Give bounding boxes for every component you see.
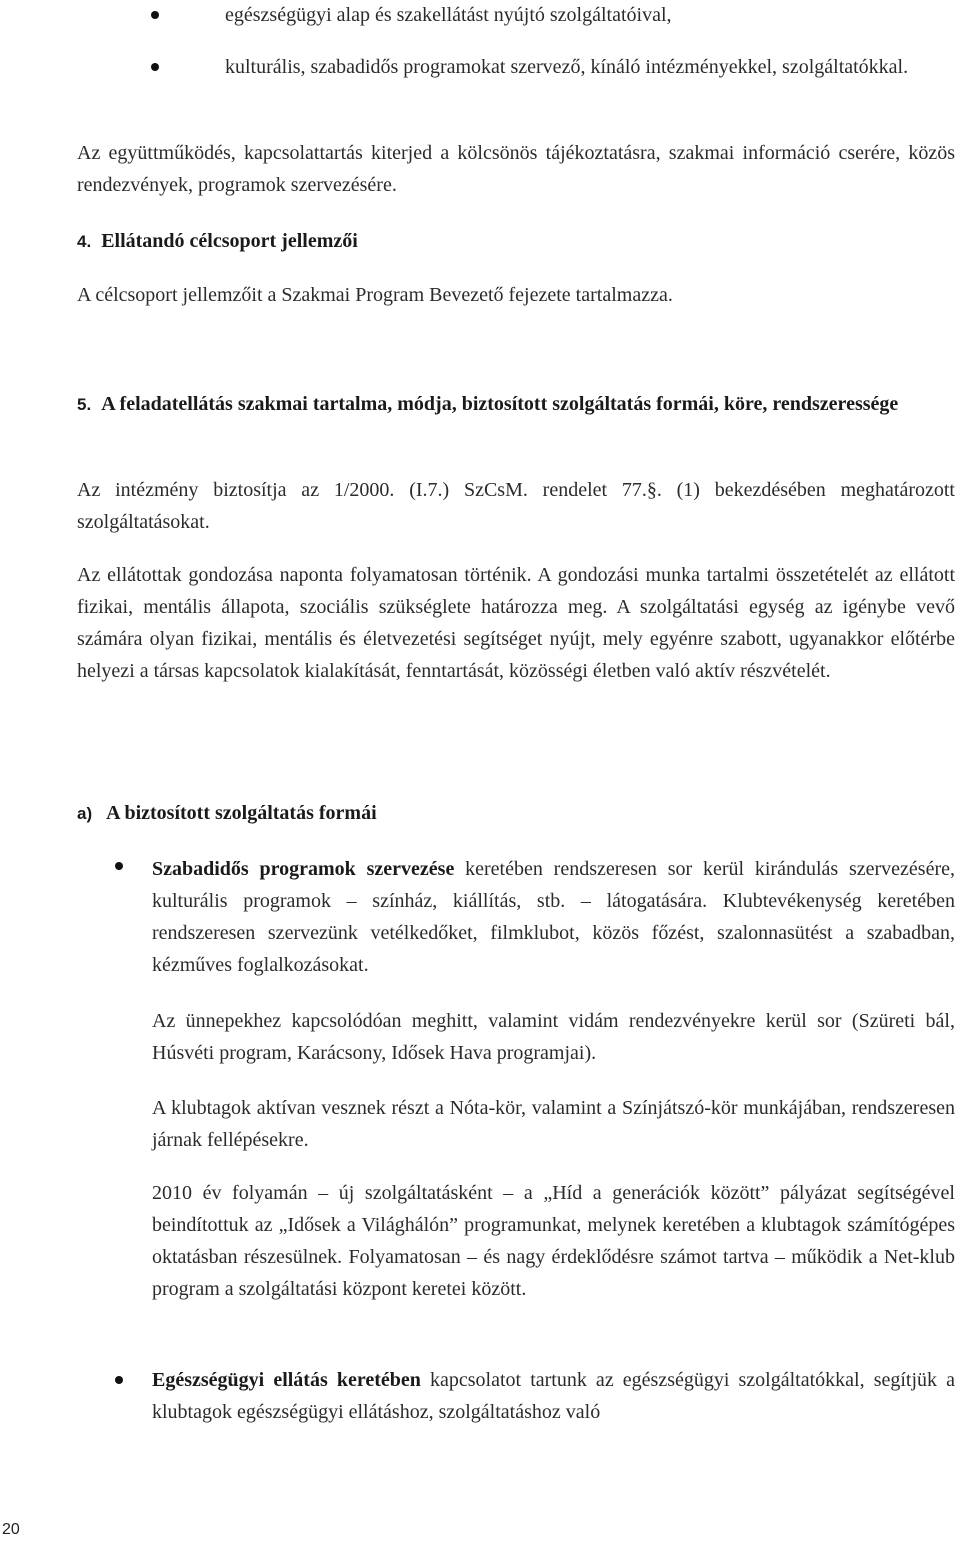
bullet-icon	[115, 1376, 123, 1384]
health-text: kapcsolatot tartunk az egészségügyi szolgáltatókkal, segítjük a klubtagok egészségügyi ellátáshoz, szolgáltatáshoz való	[152, 1369, 955, 1423]
section-4-number: 4.	[77, 232, 92, 251]
section-4-heading	[77, 226, 358, 257]
bullet-icon	[115, 862, 123, 870]
section-5-heading	[77, 388, 955, 421]
subsection-a-title: A biztosított szolgáltatás formái	[106, 802, 377, 824]
section-5-paragraph-1: Az intézmény biztosítja az 1/2000. (I.7.) SzCsM. rendelet 77.§. (1) bekezdésében meghatározott szolgáltatásokat.	[77, 479, 955, 533]
leisure-paragraph	[152, 853, 955, 981]
section-5-title: A feladatellátás szakmai tartalma, módja, biztosított szolgáltatás formái, köre, rendszeressége	[101, 393, 899, 415]
section-4-text: A célcsoport jellemzőit a Szakmai Program Bevezető fejezete tartalmazza.	[77, 284, 673, 306]
leisure-paragraph-2: Az ünnepekhez kapcsolódóan meghitt, valamint vidám rendezvényekre kerül sor (Szüreti bál, Húsvéti program, Karácsony, Idősek Hava programjai).	[152, 1010, 955, 1064]
leisure-paragraph-3: A klubtagok aktívan vesznek részt a Nóta-kör, valamint a Színjátszó-kör munkájában, rendszeresen járnak fellépésekre.	[152, 1097, 955, 1151]
subsection-a-label: a)	[77, 804, 93, 823]
subsection-a-heading	[77, 798, 377, 829]
leisure-paragraph-4: 2010 év folyamán – új szolgáltatásként – a „Híd a generációk között” pályázat segítségével beindítottuk az „Idősek a Világhálón” programunkat, melynek keretében a klubtagok számítógépes oktatásban részesülnek. Folyamatosan – és nagy érdeklődésre számot tartva – működik a Net-klub program a szolgáltatási központ keretei között.	[152, 1182, 955, 1300]
section-5-number: 5.	[77, 395, 92, 414]
list-item: kulturális, szabadidős programokat szervező, kínáló intézményekkel, szolgáltatókkal.	[225, 56, 909, 78]
health-bold-lead: Egészségügyi ellátás keretében	[152, 1369, 421, 1391]
leisure-bold-lead: Szabadidős programok szervezése	[152, 858, 455, 880]
bullet-icon	[151, 63, 159, 71]
page-number: 20	[2, 1521, 20, 1538]
leisure-text: keretében rendszeresen sor kerül kirándulás szervezésére, kulturális programok – színház, kiállítás, stb. – látogatására. Klubtevékenység keretében rendszeresen szervezünk vetélkedőket, filmklubot, közös főzést, szalonnasütést a szabadban, kézműves foglalkozásokat.	[152, 858, 956, 976]
section-5-paragraph-2: Az ellátottak gondozása naponta folyamatosan történik. A gondozási munka tartalmi összetételét az ellátott fizikai, mentális állapota, szociális szükséglete határozza meg. A szolgáltatási egység az igénybe vevő számára olyan fizikai, mentális és életvezetési segítséget nyújt, mely egyénre szabott, ugyanakkor előtérbe helyezi a társas kapcsolatok kialakítását, fenntartását, közösségi életben való aktív részvételét.	[77, 564, 955, 682]
intro-paragraph: Az együttműködés, kapcsolattartás kiterjed a kölcsönös tájékoztatásra, szakmai információ cserére, közös rendezvények, programok szervezésére.	[77, 142, 955, 196]
section-4-title: Ellátandó célcsoport jellemzői	[101, 230, 358, 252]
list-item: egészségügyi alap és szakellátást nyújtó szolgáltatóival,	[225, 4, 672, 26]
health-paragraph	[152, 1364, 955, 1428]
bullet-icon	[151, 11, 159, 19]
